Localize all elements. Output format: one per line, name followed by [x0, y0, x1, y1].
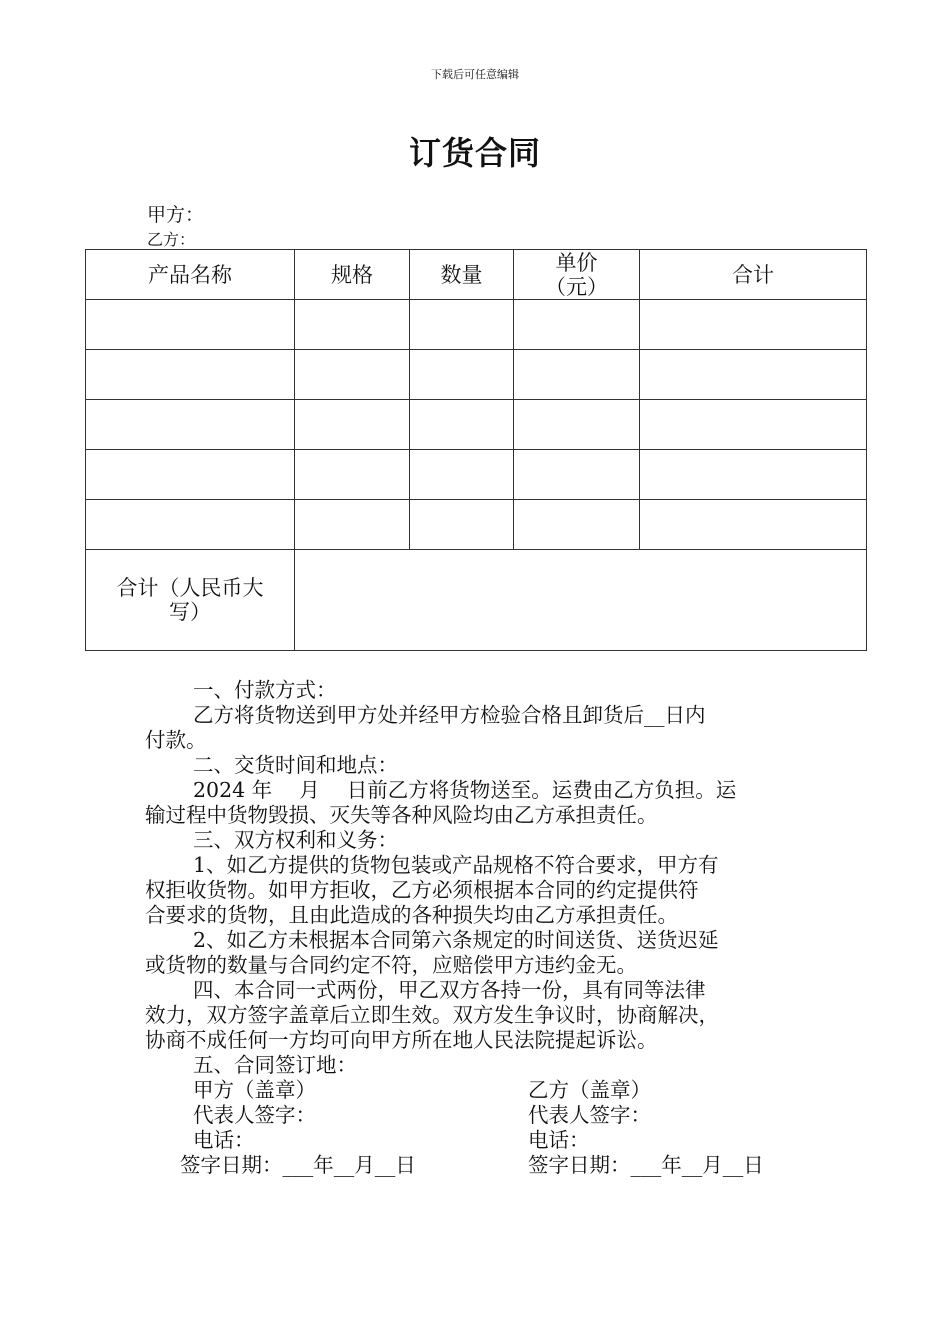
table-row [86, 400, 867, 450]
table-cell[interactable] [410, 350, 514, 400]
table-cell[interactable] [410, 400, 514, 450]
clause-1-text-cont: 付款。 [145, 728, 207, 752]
table-total-row [86, 550, 867, 651]
table-cell[interactable] [295, 400, 410, 450]
table-cell[interactable] [514, 300, 640, 350]
party-a-date: 签字日期：___年__月__日 [180, 1153, 416, 1177]
total-value-cell[interactable] [295, 550, 867, 651]
table-cell[interactable] [640, 400, 867, 450]
contract-clauses [145, 678, 805, 1078]
party-b-phone: 电话： [528, 1128, 590, 1152]
table-cell[interactable] [410, 500, 514, 550]
clause-3-2-cont: 或货物的数量与合同约定不符，应赔偿甲方违约金无。 [145, 953, 637, 977]
table-cell[interactable] [295, 450, 410, 500]
party-b-rep: 代表人签字： [528, 1103, 651, 1127]
table-row [86, 450, 867, 500]
table-cell[interactable] [410, 450, 514, 500]
header-note: 下载后可任意编辑 [431, 68, 519, 81]
clause-4-cont: 协商不成任何一方均可向甲方所在地人民法院提起诉讼。 [145, 1028, 658, 1052]
clause-1-title: 一、付款方式： [193, 678, 337, 702]
party-a-phone: 电话： [193, 1128, 255, 1152]
clause-2-text-cont: 输过程中货物毁损、灭失等各种风险均由乙方承担责任。 [145, 803, 658, 827]
table-header-row [86, 250, 867, 300]
col-header-spec: 规格 [295, 250, 410, 300]
party-b-date: 签字日期：___年__月__日 [528, 1153, 764, 1177]
table-cell[interactable] [514, 350, 640, 400]
total-label: 合计（人民币大写） [86, 550, 295, 651]
table-cell[interactable] [86, 450, 295, 500]
party-b-label: 乙方： [147, 230, 196, 249]
table-cell[interactable] [514, 450, 640, 500]
clause-1-text: 乙方将货物送到甲方处并经甲方检验合格且卸货后__日内 [193, 703, 706, 727]
goods-table [85, 249, 867, 651]
table-cell[interactable] [514, 400, 640, 450]
clause-2-title: 二、交货时间和地点： [193, 753, 398, 777]
clause-3-2: 2、如乙方未根据本合同第六条规定的时间送货、送货迟延 [193, 928, 719, 952]
table-cell[interactable] [640, 500, 867, 550]
table-cell[interactable] [295, 500, 410, 550]
party-b-seal: 乙方（盖章） [528, 1078, 651, 1102]
col-header-unit-price: 单价（元） [514, 250, 640, 300]
party-a-seal: 甲方（盖章） [193, 1078, 316, 1102]
table-row [86, 300, 867, 350]
clause-4-cont: 效力，双方签字盖章后立即生效。双方发生争议时，协商解决， [145, 1003, 719, 1027]
document-title: 订货合同 [408, 134, 541, 172]
table-row [86, 500, 867, 550]
table-cell[interactable] [640, 350, 867, 400]
table-cell[interactable] [514, 500, 640, 550]
table-cell[interactable] [86, 500, 295, 550]
table-cell[interactable] [640, 300, 867, 350]
table-cell[interactable] [295, 350, 410, 400]
clause-3-title: 三、双方权利和义务： [193, 828, 398, 852]
clause-4: 四、本合同一式两份，甲乙双方各持一份，具有同等法律 [193, 978, 706, 1002]
table-cell[interactable] [640, 450, 867, 500]
col-header-product-name: 产品名称 [86, 250, 295, 300]
col-header-total: 合计 [640, 250, 867, 300]
table-row [86, 350, 867, 400]
table-cell[interactable] [86, 400, 295, 450]
party-a-label: 甲方： [147, 204, 205, 226]
clause-3-1-cont: 权拒收货物。如甲方拒收，乙方必须根据本合同的约定提供符 [145, 878, 699, 902]
clause-5-title: 五、合同签订地： [193, 1053, 357, 1077]
table-cell[interactable] [295, 300, 410, 350]
col-header-quantity: 数量 [410, 250, 514, 300]
clause-3-1: 1、如乙方提供的货物包装或产品规格不符合要求，甲方有 [193, 853, 719, 877]
table-cell[interactable] [410, 300, 514, 350]
clause-3-1-cont: 合要求的货物，且由此造成的各种损失均由乙方承担责任。 [145, 903, 678, 927]
table-cell[interactable] [86, 300, 295, 350]
clause-2-text: 2024 年 月 日前乙方将货物送至。运费由乙方负担。运 [193, 778, 737, 802]
party-a-rep: 代表人签字： [193, 1103, 316, 1127]
table-cell[interactable] [86, 350, 295, 400]
